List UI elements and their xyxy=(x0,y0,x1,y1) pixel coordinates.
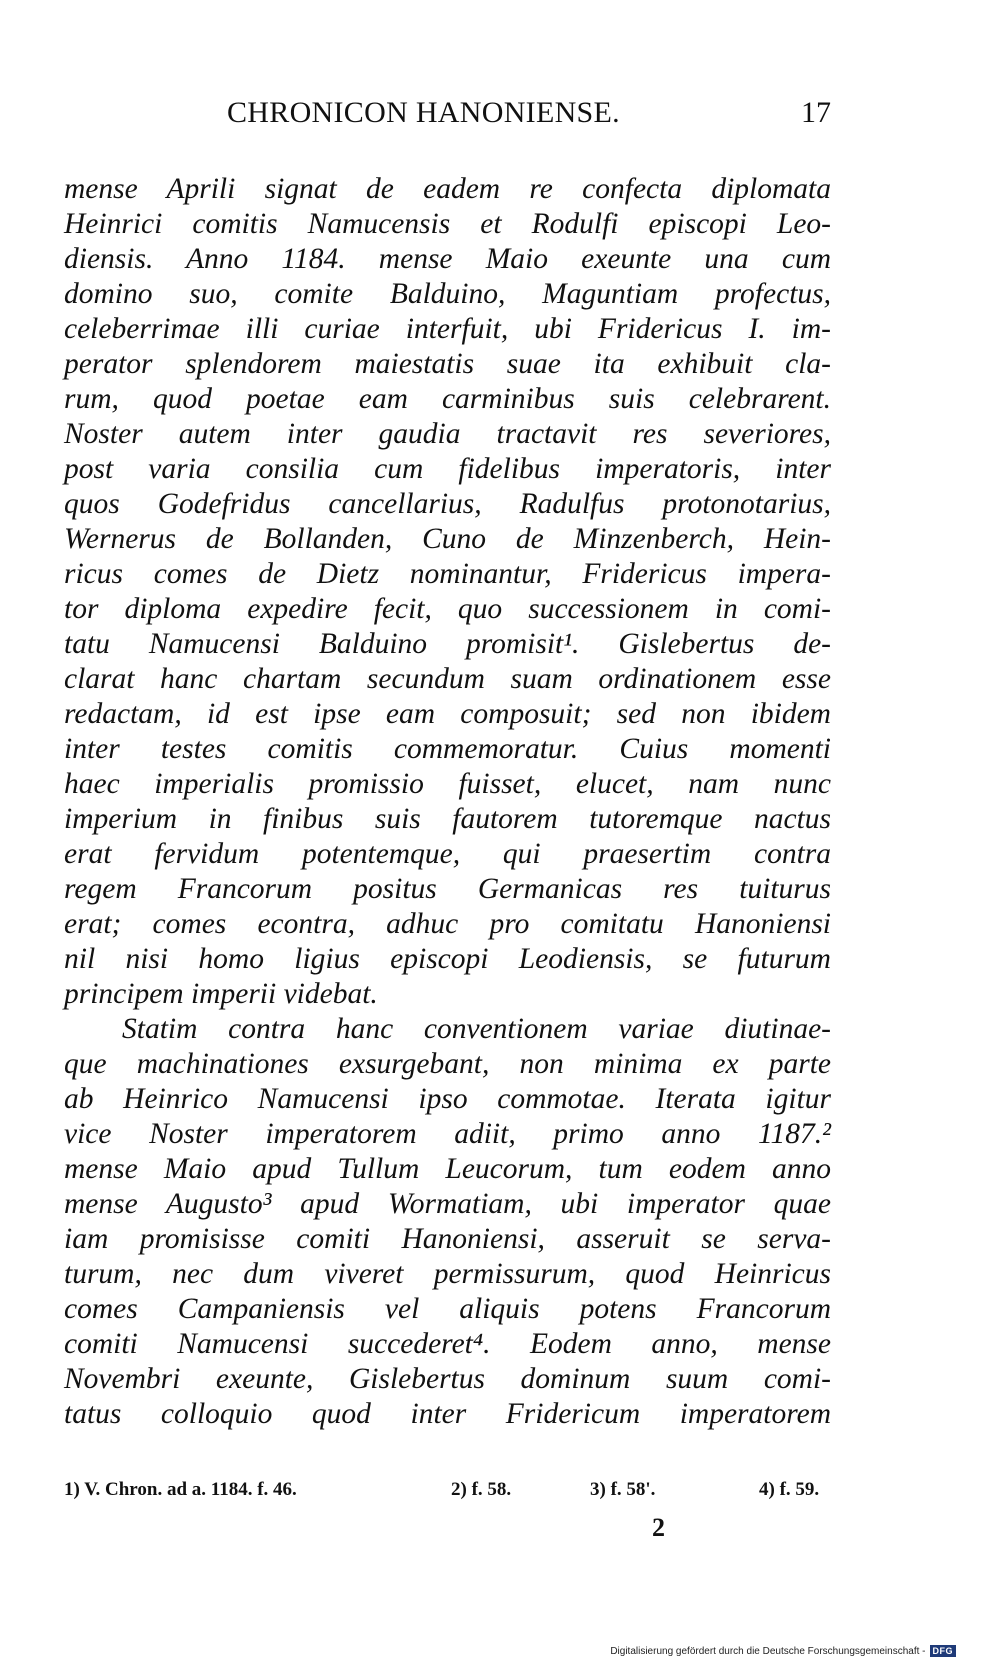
text-line: tatus colloquio quod inter Fridericum imperatorem xyxy=(64,1398,831,1430)
text-line: imperium in finibus suis fautorem tutoremque nactus xyxy=(64,803,831,835)
text-line: mense Maio apud Tullum Leucorum, tum eodem anno xyxy=(64,1153,831,1185)
text-line: vice Noster imperatorem adiit, primo anno 1187.² xyxy=(64,1118,831,1150)
text-line: mense Aprili signat de eadem re confecta diplomata xyxy=(64,173,831,205)
page-number: 17 xyxy=(801,96,831,129)
text-line: iam promisisse comiti Hanoniensi, asseruit se serva- xyxy=(64,1223,831,1255)
text-line: tatu Namucensi Balduino promisit¹. Gislebertus de- xyxy=(64,628,831,660)
text-line: Wernerus de Bollanden, Cuno de Minzenberch, Hein- xyxy=(64,523,831,555)
text-line: redactam, id est ipse eam composuit; sed non ibidem xyxy=(64,698,831,730)
credit-text: Digitalisierung gefördert durch die Deutsche Forschungsgemeinschaft - xyxy=(610,1645,926,1657)
text-line: comes Campaniensis vel aliquis potens Francorum xyxy=(64,1293,831,1325)
text-line: erat fervidum potentemque, qui praesertim contra xyxy=(64,838,831,870)
text-line: erat; comes econtra, adhuc pro comitatu Hanoniensi xyxy=(64,908,831,940)
body-text xyxy=(64,172,831,1432)
text-line: Heinrici comitis Namucensis et Rodulfi episcopi Leo- xyxy=(64,208,831,240)
text-line: mense Augusto³ apud Wormatiam, ubi imperator quae xyxy=(64,1188,831,1220)
text-line: tor diploma expedire fecit, quo successionem in comi- xyxy=(64,593,831,625)
signature-mark: 2 xyxy=(652,1513,665,1542)
footnotes xyxy=(64,1479,831,1509)
text-line: Statim contra hanc conventionem variae diutinae- xyxy=(122,1013,831,1045)
footnote-2: 2) f. 58. xyxy=(451,1479,512,1500)
text-line: regem Francorum positus Germanicas res tuiturus xyxy=(64,873,831,905)
running-header xyxy=(64,96,831,136)
text-line: domino suo, comite Balduino, Maguntiam profectus, xyxy=(64,278,831,310)
dfg-logo: DFG xyxy=(930,1645,957,1657)
running-title: CHRONICON HANONIENSE. xyxy=(227,96,620,129)
text-line: quos Godefridus cancellarius, Radulfus protonotarius, xyxy=(64,488,831,520)
footnote-1: 1) V. Chron. ad a. 1184. f. 46. xyxy=(64,1479,297,1500)
text-line: nil nisi homo ligius episcopi Leodiensis, se futurum xyxy=(64,943,831,975)
digitization-credit xyxy=(610,1645,956,1657)
text-line: clarat hanc chartam secundum suam ordinationem esse xyxy=(64,663,831,695)
text-line: celeberrimae illi curiae interfuit, ubi Fridericus I. im- xyxy=(64,313,831,345)
footnote-4: 4) f. 59. xyxy=(759,1479,820,1500)
text-line: turum, nec dum viveret permissurum, quod Heinricus xyxy=(64,1258,831,1290)
text-line: principem imperii videbat. xyxy=(64,978,378,1010)
text-line: Novembri exeunte, Gislebertus dominum suum comi- xyxy=(64,1363,831,1395)
text-line: haec imperialis promissio fuisset, elucet, nam nunc xyxy=(64,768,831,800)
text-line: inter testes comitis commemoratur. Cuius momenti xyxy=(64,733,831,765)
text-line: ricus comes de Dietz nominantur, Fridericus impera- xyxy=(64,558,831,590)
text-line: diensis. Anno 1184. mense Maio exeunte una cum xyxy=(64,243,831,275)
text-line: ab Heinrico Namucensi ipso commotae. Iterata igitur xyxy=(64,1083,831,1115)
text-line: comiti Namucensi succederet⁴. Eodem anno, mense xyxy=(64,1328,831,1360)
text-line: que machinationes exsurgebant, non minima ex parte xyxy=(64,1048,831,1080)
text-line: Noster autem inter gaudia tractavit res severiores, xyxy=(64,418,831,450)
text-line: rum, quod poetae eam carminibus suis celebrarent. xyxy=(64,383,831,415)
footnote-3: 3) f. 58'. xyxy=(590,1479,656,1500)
text-line: post varia consilia cum fidelibus imperatoris, inter xyxy=(64,453,831,485)
text-line: perator splendorem maiestatis suae ita exhibuit cla- xyxy=(64,348,831,380)
